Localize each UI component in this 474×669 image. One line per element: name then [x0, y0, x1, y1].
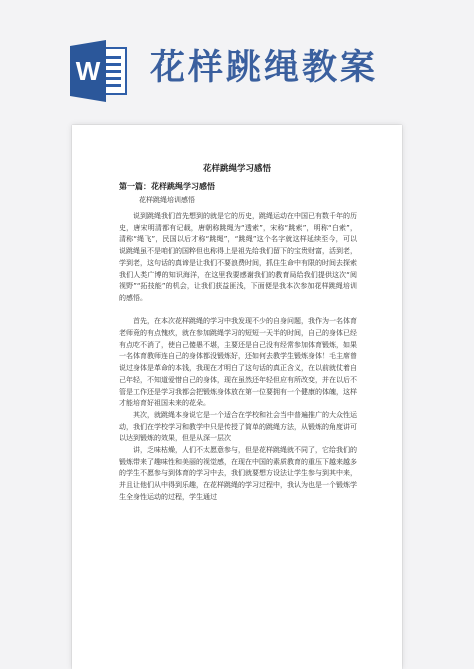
sub-heading: 花样跳绳培训感悟 — [139, 196, 195, 204]
section-heading: 第一篇：花样跳绳学习感悟 — [119, 182, 215, 191]
paragraph: 说到跳绳我们首先想到的就是它的历史，跳绳运动在中国已有数千年的历史，唐宋明清都有记载，唐朝称跳绳为“透索”，宋称“跳索”，明称“白索”，清称“绳飞”，民国以后才称“跳绳”，“跳绳”这个名字就这样延续至今，可以说跳绳虽不是咱们的国粹但也称得上是祖先给我们留下的宝贵财富，活到老，学到老，这句话的真谛是让我们不要浪费时间，抓住生命中有限的时间去探索我们人类广博的知识海洋，在这里我要感谢我们的教育局给我们提供这次“阅视野”“拓技能”的机会，让我们获益匪浅，下面便是我本次参加花样跳绳培训的感悟。 — [119, 212, 357, 302]
paragraph: 其次，就跳绳本身说它是一个适合在学校和社会当中普遍推广的大众性运动，我们在学校学习和教学中只是传授了简单的跳绳方法，从锻炼的角度讲可以达到锻炼的效果，但是从深一层次 — [119, 410, 357, 443]
header-banner — [0, 0, 474, 108]
paragraph: 讲，乏味枯燥，人们不太愿意参与，但是花样跳绳就不同了，它给我们的锻炼带来了趣味性和美丽的视觉感，在现在中国的素质教育的重压下越来越多的学生不愿参与到体育的学习中去，我们就要想方设法让学生参与到其中来，并且让他们从中得到乐趣，在花样跳绳的学习过程中，我认为也是一个锻炼学生全身性运动的过程，学生通过 — [119, 446, 357, 501]
word-logo-letter: W — [75, 56, 101, 86]
document-title: 花样跳绳学习感悟 — [202, 164, 271, 174]
document-page — [72, 125, 402, 669]
document-body — [119, 211, 357, 504]
word-document-icon — [70, 40, 128, 102]
banner-title: 花样跳绳教案 — [150, 48, 379, 88]
paragraph: 首先，在本次花样跳绳的学习中我发现不少的自身问题，我作为一名体育老师竟的有点愧疚，就在参加跳绳学习的短短一天半的时间，自己的身体已经有点吃不消了，使自己傻愚不堪，主要还是自己没有经常参加体育锻炼，如果一名体育教师连自己的身体都没锻炼好，还如何去教学生锻炼身体！毛主席曾说过身体是革命的本钱，我现在才明白了这句话的真正含义，在以前就仗着自己年轻，不知道爱惜自己的身体，现在虽然还年轻但应有所改变，并在以后不管是工作还是学习我都会把锻炼身体放在第一位要拥有一个健康的体魄，这样才能培育好祖国未来的花朵。 — [119, 317, 357, 408]
